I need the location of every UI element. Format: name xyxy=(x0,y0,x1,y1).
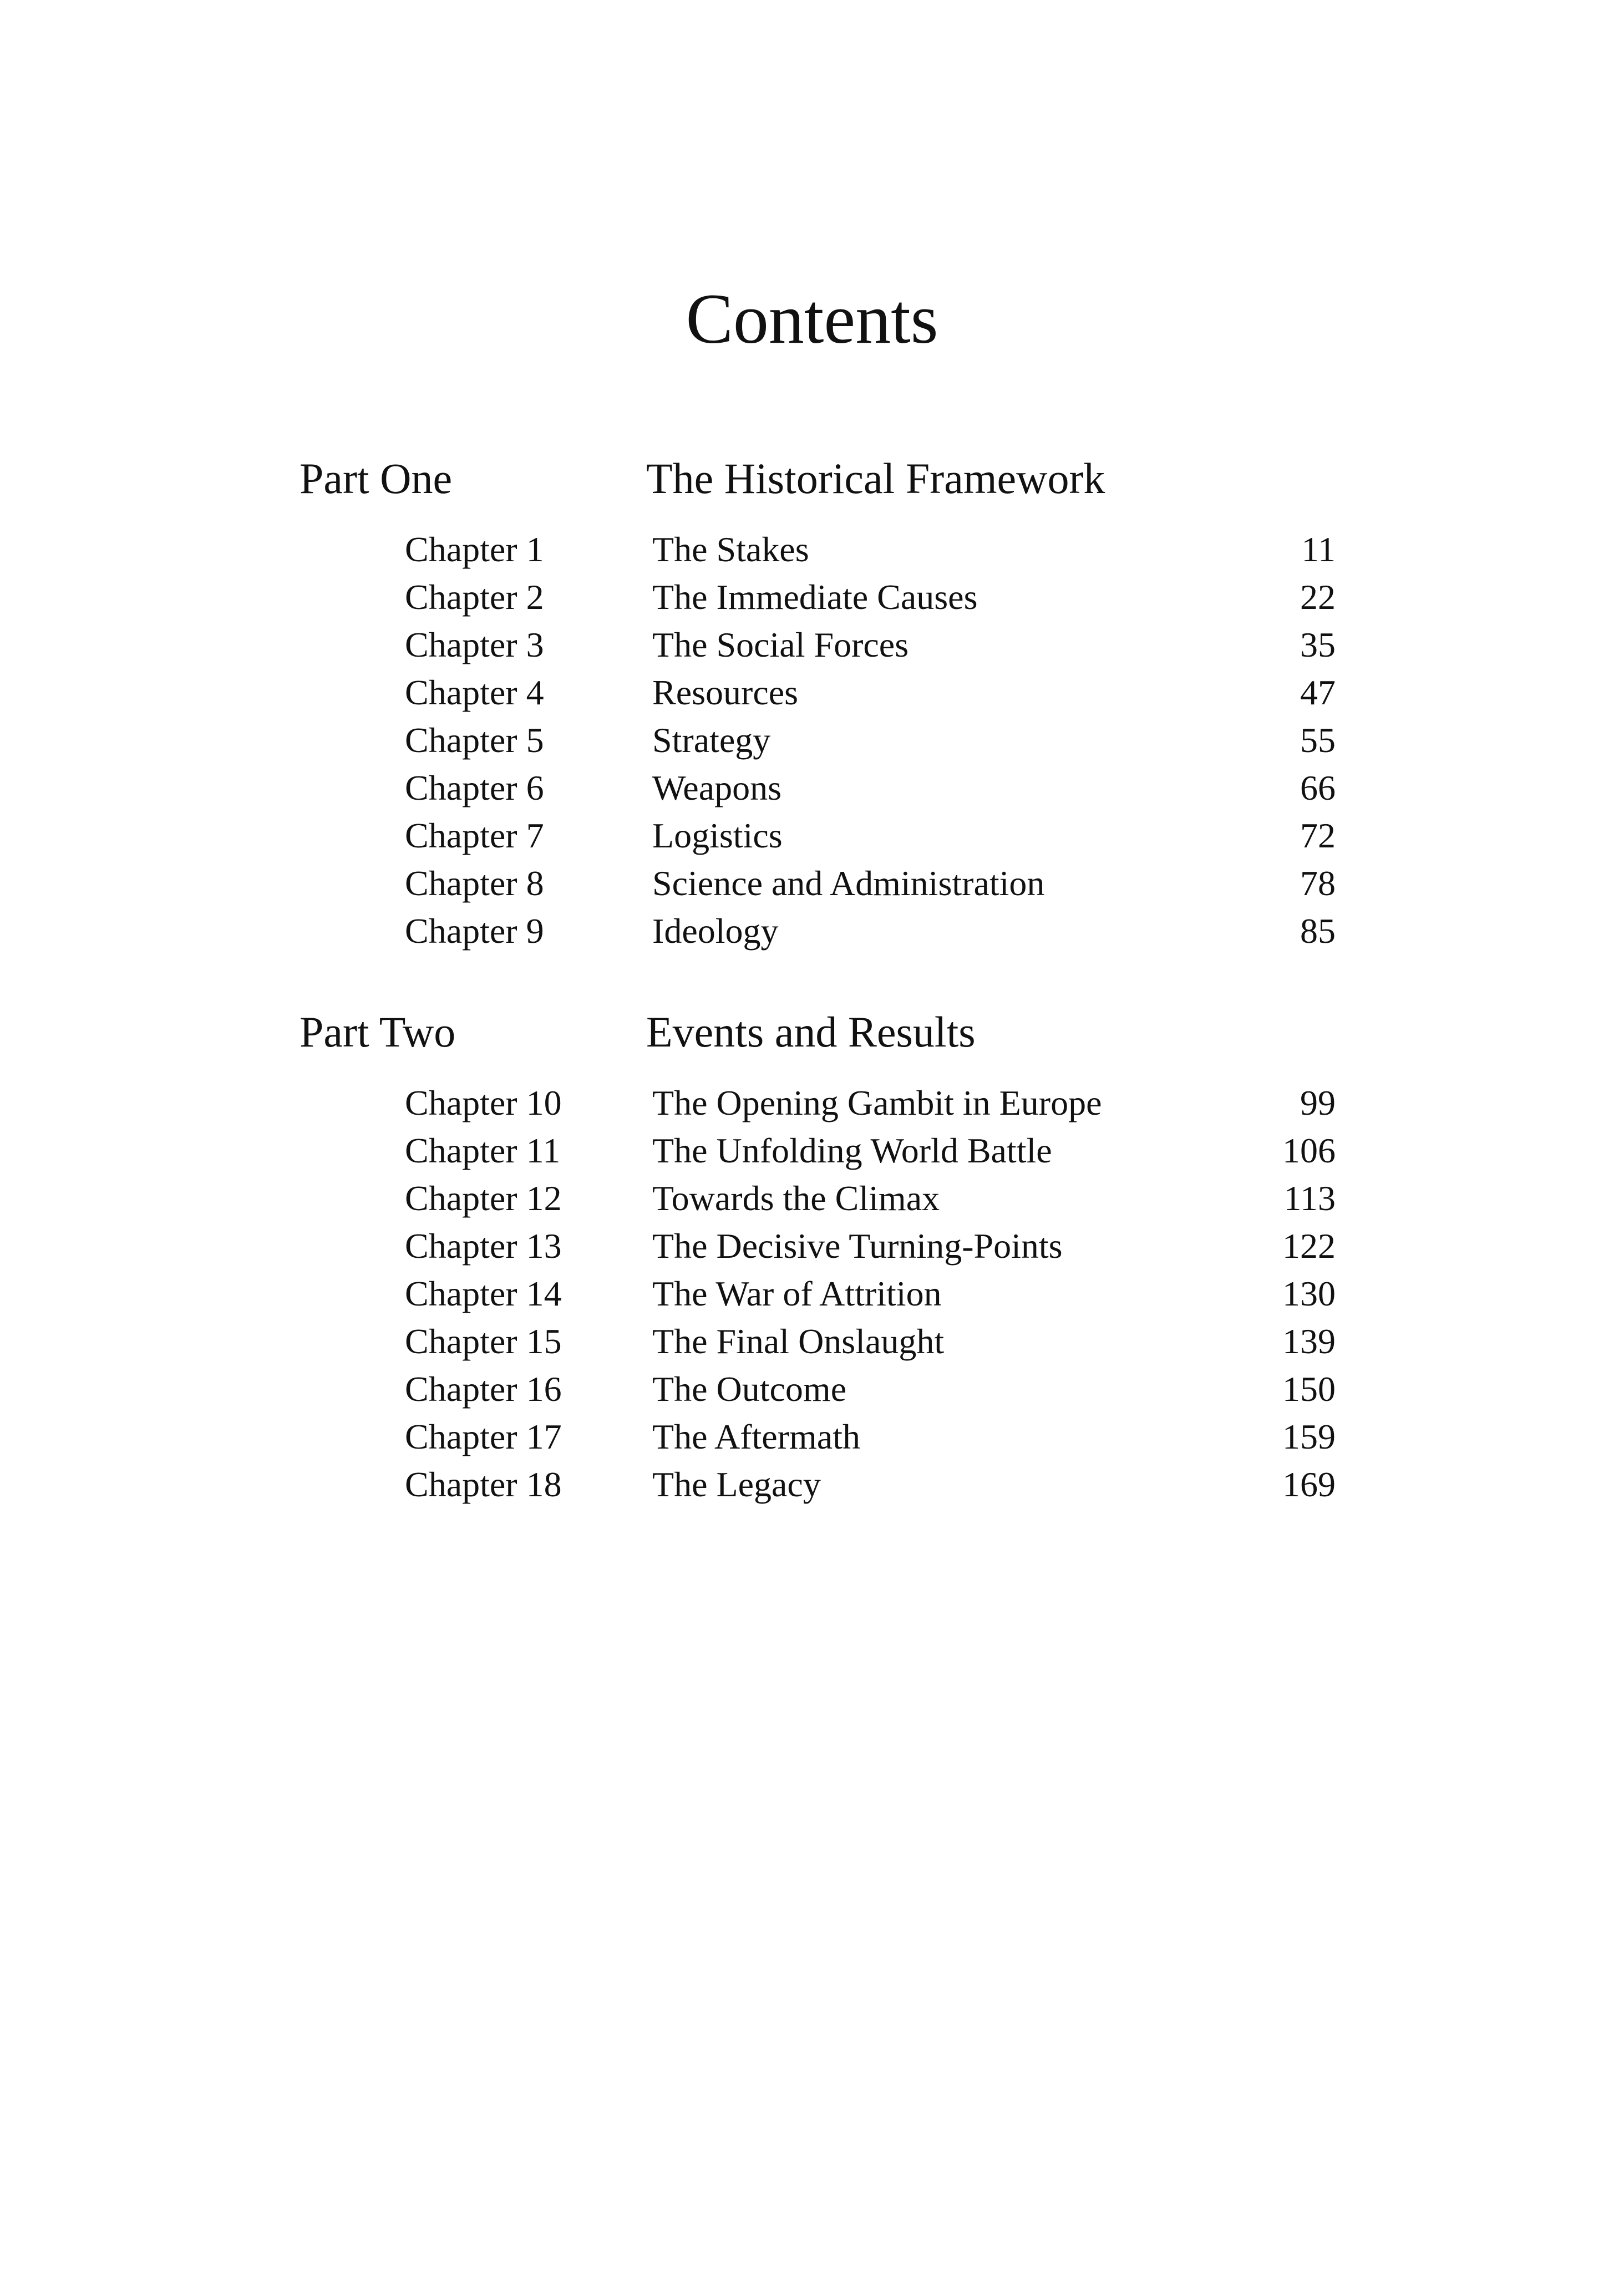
chapter-label: Chapter 10 xyxy=(405,1083,562,1122)
chapter-label: Chapter 1 xyxy=(405,530,544,569)
chapter-label: Chapter 9 xyxy=(405,911,544,951)
chapter-list xyxy=(0,1079,1624,1508)
chapter-row xyxy=(0,812,1624,860)
chapter-row xyxy=(0,1127,1624,1175)
chapter-label: Chapter 4 xyxy=(405,673,544,712)
chapter-row xyxy=(0,717,1624,764)
chapter-title: Strategy xyxy=(652,720,771,760)
chapter-label: Chapter 6 xyxy=(405,768,544,807)
chapter-row xyxy=(0,621,1624,669)
chapter-title: The Unfolding World Battle xyxy=(652,1131,1052,1170)
part-two xyxy=(0,1002,1624,1508)
chapter-label: Chapter 13 xyxy=(405,1226,562,1266)
chapter-label: Chapter 11 xyxy=(405,1131,561,1170)
chapter-label: Chapter 12 xyxy=(405,1178,562,1218)
chapter-row xyxy=(0,1413,1624,1461)
chapter-label: Chapter 15 xyxy=(405,1322,562,1361)
chapter-row xyxy=(0,764,1624,812)
chapter-page: 139 xyxy=(1282,1322,1336,1361)
chapter-title: The Final Onslaught xyxy=(652,1322,945,1361)
chapter-title: Towards the Climax xyxy=(652,1178,940,1218)
chapter-row xyxy=(0,573,1624,621)
chapter-page: 72 xyxy=(1300,816,1336,855)
chapter-label: Chapter 16 xyxy=(405,1369,562,1409)
chapter-page: 159 xyxy=(1282,1417,1336,1456)
chapter-page: 122 xyxy=(1282,1226,1336,1266)
chapter-row xyxy=(0,860,1624,907)
page-title: Contents xyxy=(686,280,938,358)
part-title: The Historical Framework xyxy=(646,454,1105,502)
chapter-page: 85 xyxy=(1300,911,1336,951)
chapter-title: The Decisive Turning-Points xyxy=(652,1226,1063,1266)
chapter-page: 11 xyxy=(1301,530,1336,569)
chapter-row xyxy=(0,669,1624,717)
chapter-title: Ideology xyxy=(652,911,779,951)
chapter-page: 35 xyxy=(1300,625,1336,664)
chapter-title: The Stakes xyxy=(652,530,809,569)
chapter-page: 169 xyxy=(1282,1465,1336,1504)
chapter-label: Chapter 7 xyxy=(405,816,544,855)
chapter-row xyxy=(0,1175,1624,1222)
chapter-row xyxy=(0,1079,1624,1127)
part-label: Part One xyxy=(300,454,453,502)
chapter-row xyxy=(0,1222,1624,1270)
chapter-page: 106 xyxy=(1282,1131,1336,1170)
chapter-page: 150 xyxy=(1282,1369,1336,1409)
chapter-title: The Aftermath xyxy=(652,1417,860,1456)
chapter-title: The Social Forces xyxy=(652,625,909,664)
chapter-row xyxy=(0,1270,1624,1318)
chapter-page: 47 xyxy=(1300,673,1336,712)
chapter-row xyxy=(0,1365,1624,1413)
chapter-page: 55 xyxy=(1300,720,1336,760)
chapter-title: Resources xyxy=(652,673,799,712)
chapter-title: The War of Attrition xyxy=(652,1274,942,1313)
chapter-row xyxy=(0,1318,1624,1365)
chapter-row xyxy=(0,526,1624,573)
chapter-title: Weapons xyxy=(652,768,781,807)
chapter-label: Chapter 3 xyxy=(405,625,544,664)
part-label: Part Two xyxy=(300,1008,456,1056)
chapter-page: 130 xyxy=(1282,1274,1336,1313)
chapter-title: The Immediate Causes xyxy=(652,577,978,617)
chapter-page: 22 xyxy=(1300,577,1336,617)
chapter-label: Chapter 5 xyxy=(405,720,544,760)
chapter-title: Logistics xyxy=(652,816,783,855)
chapter-label: Chapter 2 xyxy=(405,577,544,617)
chapter-list xyxy=(0,526,1624,955)
chapter-title: The Opening Gambit in Europe xyxy=(652,1083,1102,1122)
chapter-row xyxy=(0,1461,1624,1508)
chapter-label: Chapter 8 xyxy=(405,863,544,903)
chapter-label: Chapter 18 xyxy=(405,1465,562,1504)
chapter-title: The Legacy xyxy=(652,1465,821,1504)
chapter-page: 78 xyxy=(1300,863,1336,903)
chapter-title: Science and Administration xyxy=(652,863,1045,903)
chapter-label: Chapter 17 xyxy=(405,1417,562,1456)
part-title: Events and Results xyxy=(646,1008,976,1056)
chapter-title: The Outcome xyxy=(652,1369,847,1409)
chapter-label: Chapter 14 xyxy=(405,1274,562,1313)
part-heading xyxy=(0,1002,1624,1079)
part-heading xyxy=(0,448,1624,526)
chapter-row xyxy=(0,907,1624,955)
chapter-page: 113 xyxy=(1283,1178,1336,1218)
chapter-page: 99 xyxy=(1300,1083,1336,1122)
part-one xyxy=(0,448,1624,955)
chapter-page: 66 xyxy=(1300,768,1336,807)
